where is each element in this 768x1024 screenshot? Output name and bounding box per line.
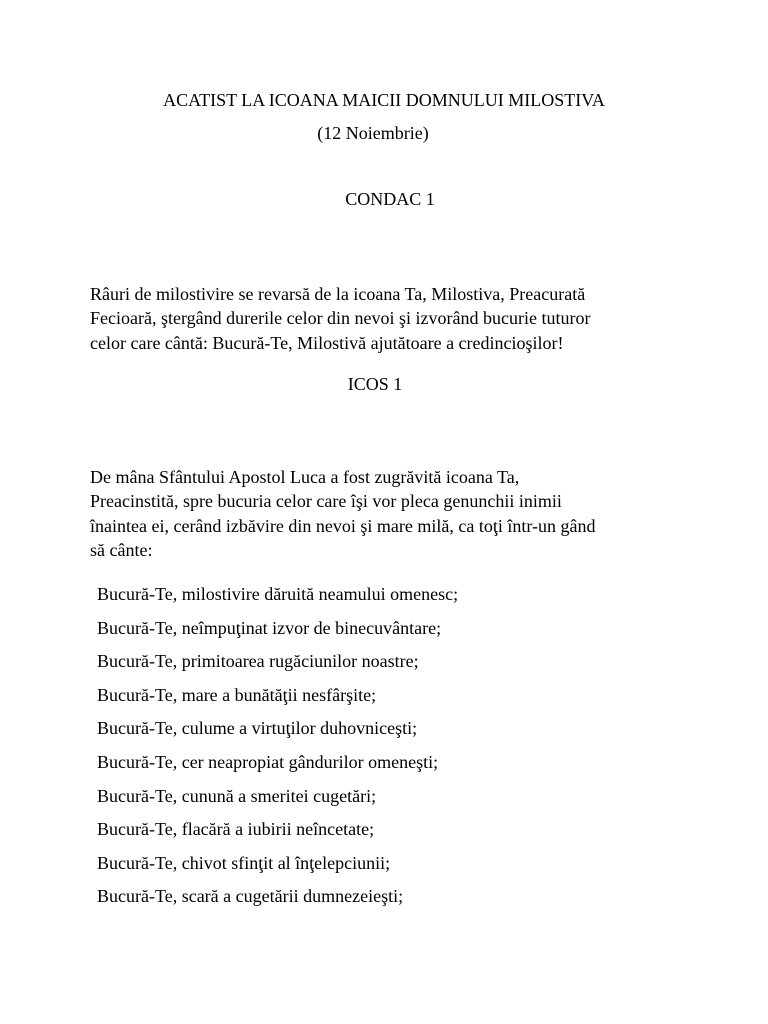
paragraph-line: înaintea ei, cerând izbăvire din nevoi şi mare milă, ca toţi într-un gând [90, 515, 596, 536]
paragraph-line: De mâna Sfântului Apostol Luca a fost zugrăvită icoana Ta, [90, 466, 520, 487]
salutation-line: Bucură-Te, mare a bunătăţii nesfârşite; [97, 684, 377, 705]
paragraph-line: Preacinstită, spre bucuria celor care îşi vor pleca genunchii inimii [90, 491, 562, 511]
paragraph-icos-1 [90, 440, 690, 563]
paragraph-condac-1 [90, 257, 690, 355]
document-subtitle: (12 Noiembrie) [317, 123, 429, 143]
paragraph-line: celor care cântă: Bucură-Te, Milostivă ajutătoare a credincioşilor! [90, 332, 564, 353]
salutation-line: Bucură-Te, scară a cugetării dumnezeieşti; [97, 886, 404, 907]
salutation-line: Bucură-Te, flacără a iubirii neîncetate; [97, 819, 375, 840]
salutation-line: Bucură-Te, milostivire dăruită neamului omenesc; [97, 584, 459, 604]
salutation-line: Bucură-Te, culume a virtuţilor duhovniceşti; [97, 718, 418, 739]
salutation-line: Bucură-Te, neîmpuţinat izvor de binecuvântare; [97, 617, 442, 638]
salutation-line: Bucură-Te, cer neapropiat gândurilor omeneşti; [97, 751, 439, 772]
salutation-line: Bucură-Te, cunună a smeritei cugetări; [97, 785, 377, 806]
paragraph-line: Fecioară, ştergând durerile celor din nevoi şi izvorând bucurie tuturor [90, 308, 591, 328]
salutations-list [97, 578, 458, 914]
paragraph-line: Râuri de milostivire se revarsă de la icoana Ta, Milostiva, Preacurată [90, 283, 586, 304]
paragraph-line: să cânte: [90, 540, 153, 560]
salutation-line: Bucură-Te, chivot sfinţit al înţelepciunii; [97, 852, 391, 873]
document-title: ACATIST LA ICOANA MAICII DOMNULUI MILOSTIVA [163, 90, 605, 110]
salutation-line: Bucură-Te, primitoarea rugăciunilor noastre; [97, 651, 419, 672]
section-heading-icos-1: ICOS 1 [347, 374, 403, 394]
section-heading-condac-1: CONDAC 1 [345, 189, 435, 209]
